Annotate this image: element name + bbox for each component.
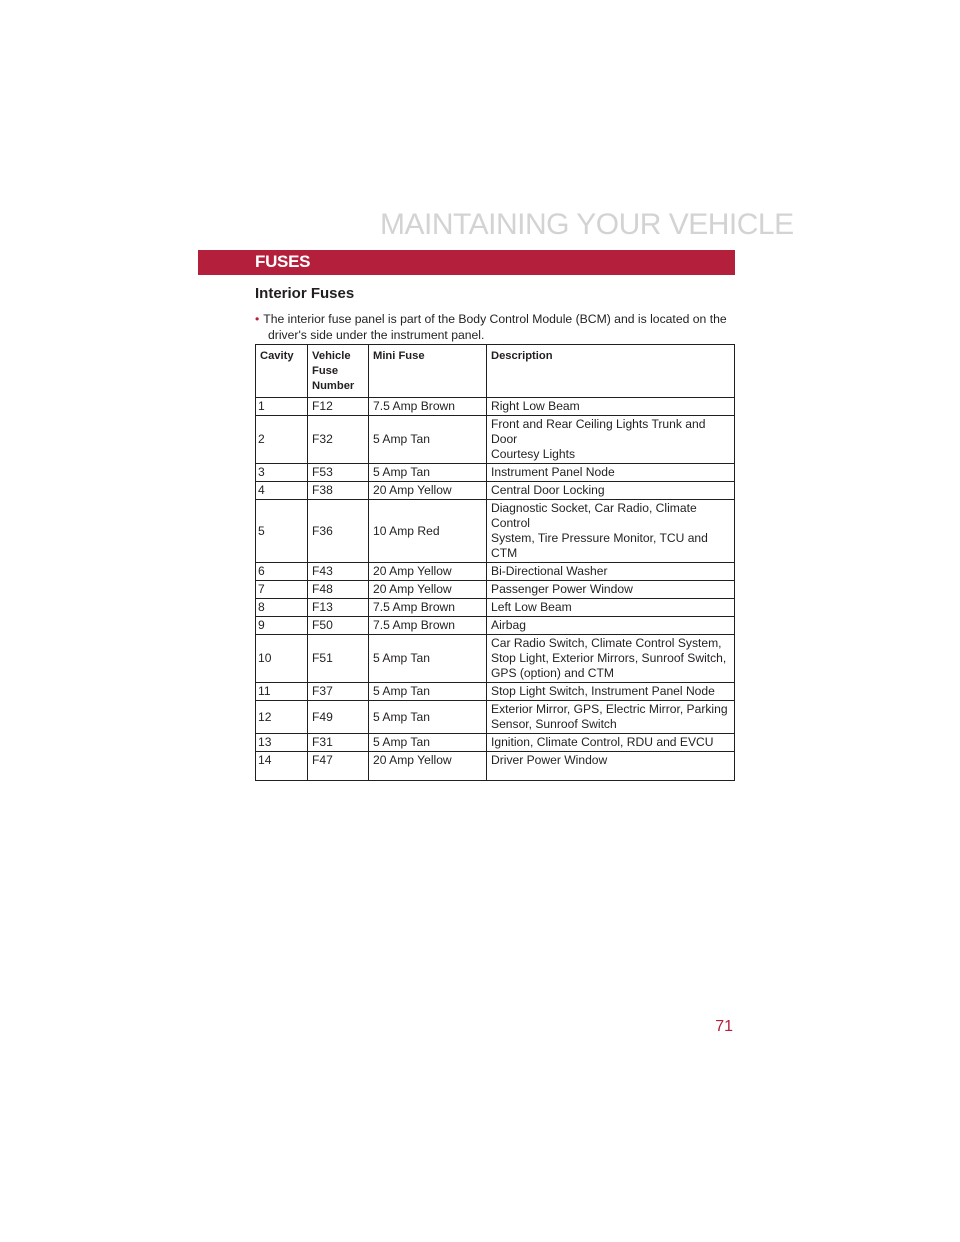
cell-cavity: 14 bbox=[256, 752, 308, 781]
table-row bbox=[256, 752, 735, 781]
cell-cavity: 10 bbox=[256, 635, 308, 683]
cell-cavity: 3 bbox=[256, 464, 308, 482]
cell-description bbox=[487, 581, 735, 599]
cell-mini-fuse: 5 Amp Tan bbox=[369, 416, 487, 464]
description-line: Diagnostic Socket, Car Radio, Climate Control bbox=[491, 501, 697, 530]
cell-mini-fuse: 20 Amp Yellow bbox=[369, 482, 487, 500]
table-row bbox=[256, 635, 735, 683]
cell-description bbox=[487, 500, 735, 563]
cell-description bbox=[487, 734, 735, 752]
description-line: Sensor, Sunroof Switch bbox=[491, 717, 617, 731]
description-line: Bi-Directional Washer bbox=[491, 564, 608, 578]
cell-mini-fuse: 7.5 Amp Brown bbox=[369, 398, 487, 416]
cell-cavity: 7 bbox=[256, 581, 308, 599]
table-row bbox=[256, 398, 735, 416]
cell-vehicle-fuse: F36 bbox=[308, 500, 369, 563]
cell-mini-fuse: 5 Amp Tan bbox=[369, 635, 487, 683]
cell-vehicle-fuse: F37 bbox=[308, 683, 369, 701]
cell-vehicle-fuse: F13 bbox=[308, 599, 369, 617]
description-line: Left Low Beam bbox=[491, 600, 572, 614]
header-vehicle-fuse-number: Vehicle Fuse Number bbox=[308, 345, 369, 398]
cell-cavity: 4 bbox=[256, 482, 308, 500]
cell-mini-fuse: 5 Amp Tan bbox=[369, 683, 487, 701]
cell-vehicle-fuse: F48 bbox=[308, 581, 369, 599]
description-line: Central Door Locking bbox=[491, 483, 605, 497]
bullet-line: driver's side under the instrument panel. bbox=[268, 328, 485, 342]
header-mini-fuse: Mini Fuse bbox=[369, 345, 487, 398]
cell-cavity: 9 bbox=[256, 617, 308, 635]
description-line: Driver Power Window bbox=[491, 753, 608, 767]
table-row bbox=[256, 563, 735, 581]
cell-mini-fuse: 5 Amp Tan bbox=[369, 464, 487, 482]
cell-vehicle-fuse: F43 bbox=[308, 563, 369, 581]
cell-vehicle-fuse: F49 bbox=[308, 701, 369, 734]
cell-mini-fuse: 20 Amp Yellow bbox=[369, 581, 487, 599]
table-row bbox=[256, 500, 735, 563]
cell-description bbox=[487, 398, 735, 416]
cell-mini-fuse: 7.5 Amp Brown bbox=[369, 599, 487, 617]
header-description: Description bbox=[487, 345, 735, 398]
table-header-row bbox=[256, 345, 735, 398]
description-line: Courtesy Lights bbox=[491, 447, 576, 461]
cell-description bbox=[487, 482, 735, 500]
cell-mini-fuse: 7.5 Amp Brown bbox=[369, 617, 487, 635]
table-row bbox=[256, 482, 735, 500]
bullet-line bbox=[255, 311, 735, 327]
table-row bbox=[256, 581, 735, 599]
section-title: FUSES bbox=[255, 252, 311, 271]
table-row bbox=[256, 734, 735, 752]
table-row bbox=[256, 464, 735, 482]
cell-description bbox=[487, 617, 735, 635]
table-row bbox=[256, 416, 735, 464]
description-line: Exterior Mirror, GPS, Electric Mirror, Parking bbox=[491, 702, 728, 716]
bullet-text: The interior fuse panel is part of the Body Control Module (BCM) and is located on the bbox=[263, 312, 727, 326]
table-row bbox=[256, 701, 735, 734]
cell-mini-fuse: 20 Amp Yellow bbox=[369, 563, 487, 581]
cell-mini-fuse: 10 Amp Red bbox=[369, 500, 487, 563]
description-line: GPS (option) and CTM bbox=[491, 666, 614, 680]
subheading: Interior Fuses bbox=[255, 285, 355, 302]
cell-description bbox=[487, 635, 735, 683]
description-line: Airbag bbox=[491, 618, 526, 632]
cell-description bbox=[487, 599, 735, 617]
cell-description bbox=[487, 563, 735, 581]
cell-vehicle-fuse: F50 bbox=[308, 617, 369, 635]
description-line: System, Tire Pressure Monitor, TCU and CTM bbox=[491, 531, 708, 560]
cell-cavity: 11 bbox=[256, 683, 308, 701]
cell-mini-fuse: 5 Amp Tan bbox=[369, 701, 487, 734]
page-number: 71 bbox=[715, 1018, 733, 1035]
cell-cavity: 12 bbox=[256, 701, 308, 734]
cell-vehicle-fuse: F53 bbox=[308, 464, 369, 482]
cell-vehicle-fuse: F51 bbox=[308, 635, 369, 683]
cell-cavity: 13 bbox=[256, 734, 308, 752]
cell-cavity: 5 bbox=[256, 500, 308, 563]
cell-cavity: 2 bbox=[256, 416, 308, 464]
cell-vehicle-fuse: F47 bbox=[308, 752, 369, 781]
description-line: Right Low Beam bbox=[491, 399, 580, 413]
table-row bbox=[256, 599, 735, 617]
header-cavity: Cavity bbox=[256, 345, 308, 398]
cell-mini-fuse: 5 Amp Tan bbox=[369, 734, 487, 752]
table-row bbox=[256, 617, 735, 635]
cell-mini-fuse: 20 Amp Yellow bbox=[369, 752, 487, 781]
cell-description bbox=[487, 683, 735, 701]
cell-description bbox=[487, 464, 735, 482]
cell-vehicle-fuse: F32 bbox=[308, 416, 369, 464]
description-line: Passenger Power Window bbox=[491, 582, 633, 596]
fuse-table bbox=[255, 344, 735, 781]
cell-cavity: 6 bbox=[256, 563, 308, 581]
description-line: Front and Rear Ceiling Lights Trunk and Door bbox=[491, 417, 706, 446]
cell-vehicle-fuse: F38 bbox=[308, 482, 369, 500]
cell-vehicle-fuse: F31 bbox=[308, 734, 369, 752]
cell-cavity: 8 bbox=[256, 599, 308, 617]
cell-cavity: 1 bbox=[256, 398, 308, 416]
table-row bbox=[256, 683, 735, 701]
description-line: Instrument Panel Node bbox=[491, 465, 615, 479]
running-head: MAINTAINING YOUR VEHICLE bbox=[380, 208, 794, 241]
description-line: Car Radio Switch, Climate Control System, bbox=[491, 636, 722, 650]
cell-description bbox=[487, 416, 735, 464]
description-line: Ignition, Climate Control, RDU and EVCU bbox=[491, 735, 714, 749]
bullet-icon: • bbox=[255, 312, 260, 326]
cell-description bbox=[487, 701, 735, 734]
bullet-paragraph bbox=[255, 311, 735, 343]
cell-description bbox=[487, 752, 735, 781]
description-line: Stop Light Switch, Instrument Panel Node bbox=[491, 684, 715, 698]
description-line: Stop Light, Exterior Mirrors, Sunroof Switch, bbox=[491, 651, 727, 665]
cell-vehicle-fuse: F12 bbox=[308, 398, 369, 416]
